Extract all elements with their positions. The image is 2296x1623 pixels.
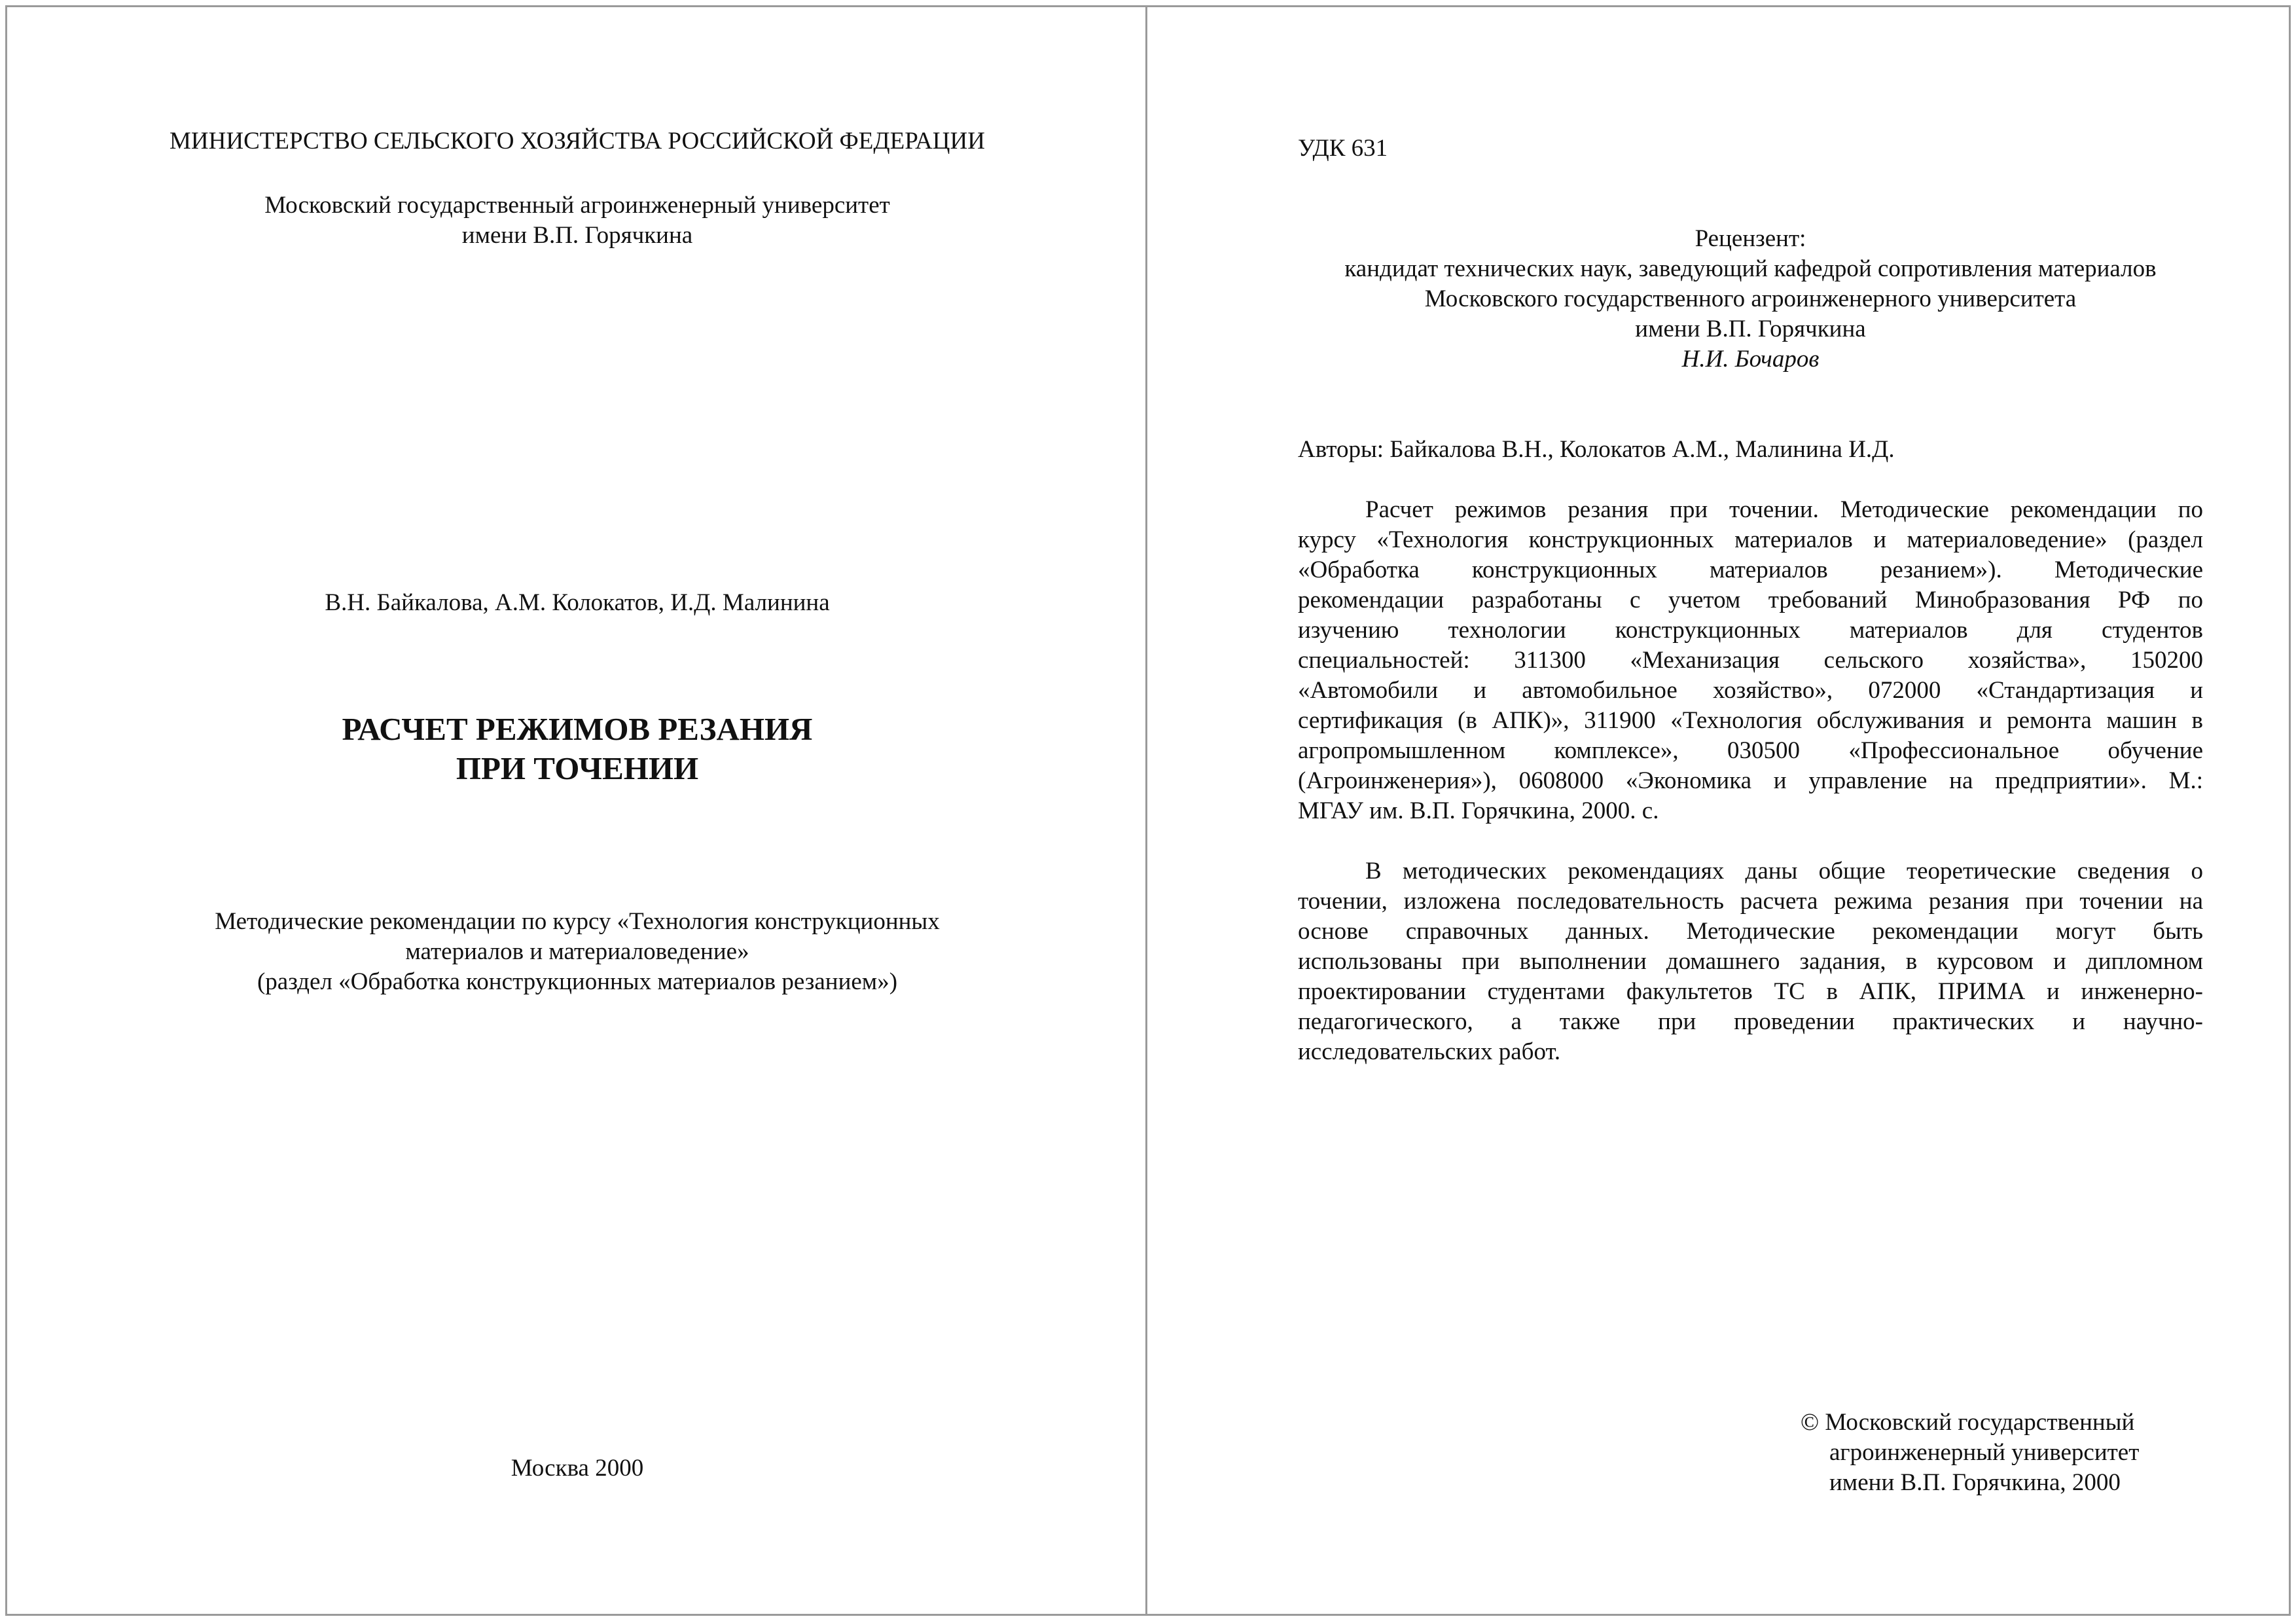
subtitle-line-3: (раздел «Обработка конструкционных материалов резанием») bbox=[257, 968, 898, 995]
udk-code: УДК 631 bbox=[1298, 135, 1388, 162]
description-line: В методических рекомендациях даны общие теоретические сведения о bbox=[1365, 858, 2203, 884]
reviewer-line-1: кандидат технических наук, заведующий кафедрой сопротивления материалов bbox=[1344, 255, 2157, 282]
university-line-2: имени В.П. Горячкина bbox=[461, 222, 693, 249]
left-page bbox=[5, 5, 1149, 1616]
abstract-line: сертификация (в АПК)», 311900 «Технология обслуживания и ремонта машин в bbox=[1298, 707, 2203, 734]
abstract-line: (Агроинженерия»), 0608000 «Экономика и управление на предприятии». М.: bbox=[1298, 767, 2203, 794]
university-line-1: Московский государственный агроинженерный университет bbox=[264, 192, 890, 219]
description-line: исследовательских работ. bbox=[1298, 1038, 1561, 1065]
reviewer-line-3: имени В.П. Горячкина bbox=[1635, 316, 1866, 342]
city-year: Москва 2000 bbox=[511, 1455, 644, 1482]
document-title-line-2: ПРИ ТОЧЕНИИ bbox=[456, 750, 699, 786]
description-line: педагогического, а также при проведении практических и научно- bbox=[1298, 1008, 2203, 1035]
reviewer-name: Н.И. Бочаров bbox=[1681, 346, 1820, 373]
abstract-line: Расчет режимов резания при точении. Методические рекомендации по bbox=[1365, 496, 2203, 523]
ministry-heading: МИНИСТЕРСТВО СЕЛЬСКОГО ХОЗЯЙСТВА РОССИЙСКОЙ ФЕДЕРАЦИИ bbox=[170, 128, 985, 155]
abstract-line: «Обработка конструкционных материалов резанием»). Методические bbox=[1298, 556, 2203, 583]
copyright-line-3: имени В.П. Горячкина, 2000 bbox=[1829, 1469, 2121, 1496]
abstract-line: «Автомобили и автомобильное хозяйство», 072000 «Стандартизация и bbox=[1298, 677, 2203, 704]
abstract-line: специальностей: 311300 «Механизация сельского хозяйства», 150200 bbox=[1298, 647, 2203, 674]
cover-authors: В.Н. Байкалова, А.М. Колокатов, И.Д. Малинина bbox=[325, 589, 830, 616]
abstract-line: рекомендации разработаны с учетом требований Минобразования РФ по bbox=[1298, 587, 2203, 613]
description-line: проектировании студентами факультетов ТС в АПК, ПРИМА и инженерно- bbox=[1298, 978, 2203, 1005]
abstract-line: МГАУ им. В.П. Горячкина, 2000. с. bbox=[1298, 797, 1659, 824]
right-page bbox=[1145, 5, 2291, 1616]
description-paragraph bbox=[1298, 856, 2203, 1067]
authors-line: Авторы: Байкалова В.Н., Колокатов А.М., Малинина И.Д. bbox=[1298, 436, 1895, 463]
reviewer-line-2: Московского государственного агроинженерного университета bbox=[1424, 285, 2077, 312]
abstract-line: агропромышленном комплексе», 030500 «Профессиональное обучение bbox=[1298, 737, 2203, 764]
description-line: использованы при выполнении домашнего задания, в курсовом и дипломном bbox=[1298, 948, 2203, 975]
subtitle-line-2: материалов и материаловедение» bbox=[405, 938, 749, 965]
copyright-line-1: © Московский государственный bbox=[1801, 1409, 2135, 1436]
abstract-paragraph bbox=[1298, 495, 2203, 826]
subtitle-line-1: Методические рекомендации по курсу «Технология конструкционных bbox=[215, 908, 940, 935]
reviewer-label: Рецензент: bbox=[1695, 225, 1806, 252]
description-line: основе справочных данных. Методические рекомендации могут быть bbox=[1298, 918, 2203, 945]
abstract-line: изучению технологии конструкционных материалов для студентов bbox=[1298, 617, 2203, 644]
document-title-line-1: РАСЧЕТ РЕЖИМОВ РЕЗАНИЯ bbox=[342, 711, 813, 747]
description-line: точении, изложена последовательность расчета режима резания при точении на bbox=[1298, 888, 2203, 915]
copyright-line-2: агроинженерный университет bbox=[1829, 1439, 2140, 1466]
abstract-line: курсу «Технология конструкционных материалов и материаловедение» (раздел bbox=[1298, 526, 2203, 553]
